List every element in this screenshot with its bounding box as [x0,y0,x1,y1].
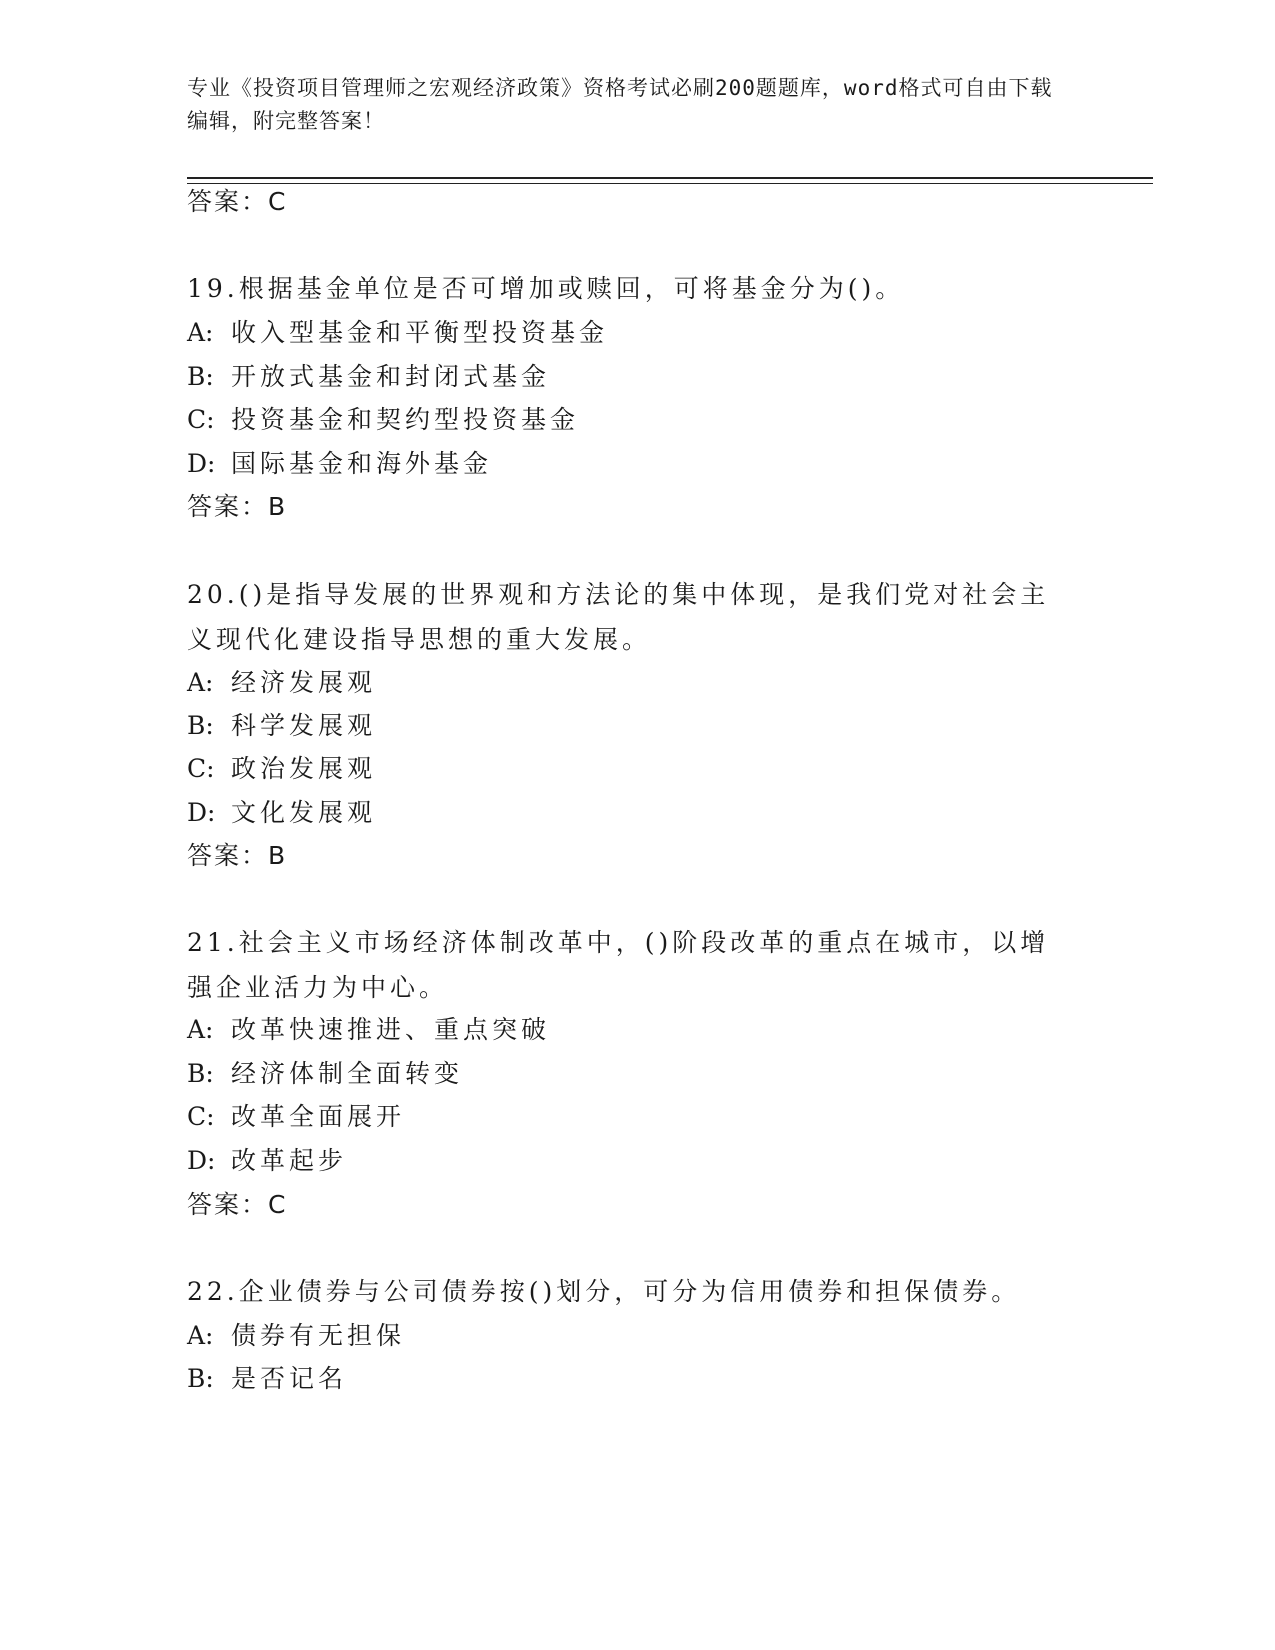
option-text: 投资基金和契约型投资基金 [231,405,580,434]
option-b [187,1363,347,1395]
option-text: 经济发展观 [231,668,377,697]
option-d [187,1145,347,1177]
option-text: 经济体制全面转变 [231,1059,464,1088]
header-rule-thick [187,177,1153,179]
option-text: 文化发展观 [231,798,377,827]
option-a [187,1014,550,1046]
option-key: D: [187,798,216,827]
option-key: B: [187,711,214,740]
option-key: D: [187,1146,216,1175]
option-a [187,667,376,699]
answer-line: 答案：B [187,492,288,521]
question-stem: 19.根据基金单位是否可增加或赎回，可将基金分为()。 [187,274,905,303]
document-header: 专业《投资项目管理师之宏观经济政策》资格考试必刷200题题库，word格式可自由下载编辑，附完整答案！ [187,76,1053,133]
option-key: B: [187,1059,214,1088]
option-key: A: [187,318,214,347]
option-key: C: [187,1102,215,1131]
answer-line: 答案：C [187,187,288,216]
option-key: D: [187,449,216,478]
option-key: C: [187,405,215,434]
option-text: 政治发展观 [231,754,377,783]
header-rule-thin [187,183,1153,184]
option-text: 收入型基金和平衡型投资基金 [231,318,609,347]
option-a [187,317,608,349]
option-b [187,1058,463,1090]
option-key: C: [187,754,215,783]
option-text: 国际基金和海外基金 [231,449,493,478]
option-text: 改革起步 [231,1146,348,1175]
option-key: B: [187,1364,214,1393]
answer-line: 答案：C [187,1190,288,1219]
option-key: B: [187,362,214,391]
option-text: 开放式基金和封闭式基金 [231,362,551,391]
option-text: 改革快速推进、重点突破 [231,1015,551,1044]
option-text: 改革全面展开 [231,1102,406,1131]
option-text: 是否记名 [231,1364,348,1393]
option-text: 债券有无担保 [231,1321,406,1350]
option-d [187,797,376,829]
question-stem: 21.社会主义市场经济体制改革中，()阶段改革的重点在城市，以增强企业活力为中心。 [187,928,1050,1002]
option-c [187,1101,405,1133]
answer-line: 答案：B [187,841,288,870]
option-key: A: [187,1321,214,1350]
option-text: 科学发展观 [231,711,377,740]
option-b [187,361,550,393]
option-a [187,1320,405,1352]
option-key: A: [187,1015,214,1044]
question-stem: 22.企业债券与公司债券按()划分，可分为信用债券和担保债券。 [187,1277,1021,1306]
option-d [187,448,492,480]
option-c [187,753,376,785]
question-stem: 20.()是指导发展的世界观和方法论的集中体现，是我们党对社会主义现代化建设指导思想的重大发展。 [187,580,1050,654]
option-key: A: [187,668,214,697]
option-c [187,404,579,436]
option-b [187,710,376,742]
